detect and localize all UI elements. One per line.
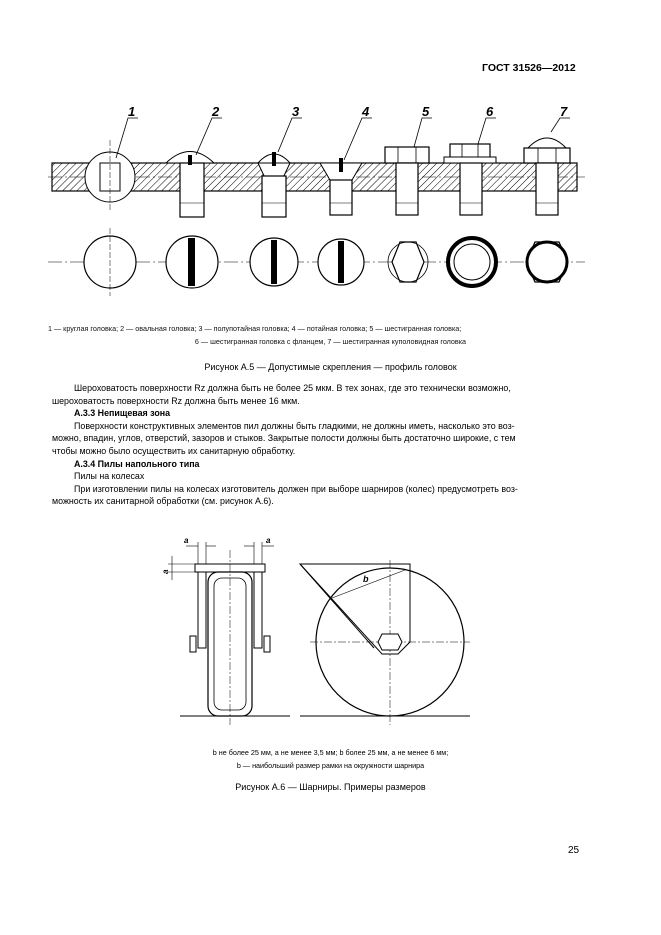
figure-a5-legend-line2: 6 — шестигранная головка с фланцем, 7 — шестигранная куполовидная головка [194,337,467,346]
round-head-profile [52,140,136,296]
dim-a-right: a [266,536,271,545]
dim-a-vertical: a [161,569,170,574]
section-a33-title: А.3.3 Непищевая зона [74,408,171,419]
page-number: 25 [568,845,580,856]
item-label-1: 1 [128,104,136,119]
document-header: ГОСТ 31526—2012 [482,62,576,74]
figure-a6-legend-line1: b не более 25 мм, a не менее 3,5 мм; b более 25 мм, a не менее 6 мм; [212,748,449,757]
subsection-wheeled-saws: Пилы на колесах [74,471,145,482]
dim-b: b [363,574,369,584]
item-label-3: 3 [292,104,300,119]
fastener-head-profiles-figure [40,100,600,310]
caster-wheel-figure [150,530,480,730]
section-a34-title: А.3.4 Пилы напольного типа [74,458,200,469]
figure-a6-caption: Рисунок А.6 — Шарниры. Примеры размеров [235,782,426,792]
paragraph-roughness-1: Шероховатость поверхности Rz должна быть не более 25 мкм. В тех зонах, где это технически возможно, [74,383,511,393]
hex-dome-head-profile [524,138,570,282]
figure-a6-legend-line2: b — наибольший размер рамки на окружности шарнира [236,761,425,770]
paragraph-nonfood-1: Поверхности конструктивных элементов пил должны быть гладкими, не должны иметь, насколько это воз- [74,420,515,431]
paragraph-nonfood-3: чтобы можно было осуществить их санитарную обработку. [52,445,296,456]
item-label-6: 6 [486,104,494,119]
item-label-7: 7 [560,104,568,119]
paragraph-roughness-2: шероховатость поверхности Rz должна быть менее 16 мкм. [52,395,300,406]
paragraph-wheels-1: При изготовлении пилы на колесах изготовитель должен при выборе шарниров (колес) предусмотреть воз- [74,483,518,494]
figure-a5-caption: Рисунок А.5 — Допустимые скрепления — профиль головок [204,362,457,372]
dim-a-left: a [184,536,189,545]
paragraph-nonfood-2: можно, впадин, углов, отверстий, зазоров и стыков. Закрытые полости должны быть достаточно широкие, с тем [52,433,516,444]
item-label-4: 4 [362,104,370,119]
body-text [52,382,584,508]
item-label-2: 2 [212,104,220,119]
item-label-5: 5 [422,104,430,119]
paragraph-wheels-2: можность их санитарной обработки (см. рисунок А.6). [52,496,274,507]
figure-a5-legend-line1: 1 — круглая головка; 2 — овальная головка; 3 — полупотайная головка; 4 — потайная головка; 5 — шестигранная головка; [48,324,462,333]
